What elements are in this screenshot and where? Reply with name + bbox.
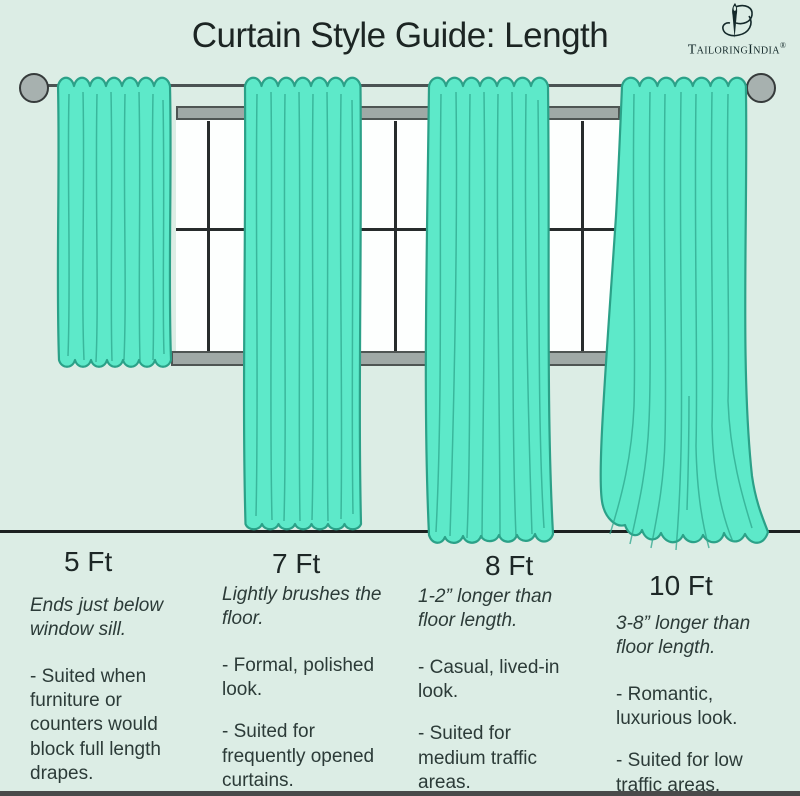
point-10ft-1: - Romantic, luxurious look. bbox=[616, 683, 738, 729]
curtain-10ft-illustration bbox=[594, 66, 770, 566]
curtain-7ft-illustration bbox=[240, 66, 368, 536]
length-label-8ft: 8 Ft bbox=[485, 550, 534, 581]
window-mullion-vertical bbox=[207, 121, 210, 351]
registered-mark: ® bbox=[779, 41, 787, 50]
column-8ft-notes bbox=[418, 585, 583, 796]
descriptor-5ft: Ends just below window sill. bbox=[30, 595, 164, 641]
rod-finial-left bbox=[19, 73, 49, 103]
column-7ft-notes bbox=[222, 583, 390, 796]
descriptor-8ft: 1-2” longer than floor length. bbox=[418, 586, 553, 632]
length-label-7ft: 7 Ft bbox=[272, 548, 321, 579]
page-title: Curtain Style Guide: Length bbox=[191, 16, 609, 55]
brand-name bbox=[678, 42, 796, 58]
point-8ft-1: - Casual, lived-in look. bbox=[418, 656, 560, 702]
column-5ft-notes bbox=[30, 594, 190, 796]
window-mullion-vertical bbox=[581, 121, 584, 351]
length-label-5ft: 5 Ft bbox=[64, 546, 113, 577]
point-8ft-2: - Suited for medium traffic areas. bbox=[418, 723, 537, 793]
point-7ft-1: - Formal, polished look. bbox=[222, 654, 375, 700]
length-label-10ft: 10 Ft bbox=[649, 570, 713, 601]
needle-thread-icon bbox=[716, 2, 758, 42]
point-5ft-1: - Suited when furniture or counters would block full length drapes. bbox=[30, 665, 161, 784]
brand-logo bbox=[678, 2, 796, 58]
curtain-5ft-illustration bbox=[53, 66, 179, 378]
brand-name-text: TailoringIndia bbox=[687, 42, 780, 58]
curtain-8ft-illustration bbox=[422, 66, 556, 554]
column-10ft-notes bbox=[616, 612, 792, 796]
descriptor-10ft: 3-8” longer than floor length. bbox=[616, 613, 751, 659]
point-10ft-2: - Suited for low traffic areas. bbox=[616, 750, 743, 796]
descriptor-7ft: Lightly brushes the floor. bbox=[222, 584, 382, 630]
window-mullion-vertical bbox=[394, 121, 397, 351]
curtain-panel-shape bbox=[244, 78, 361, 530]
curtain-panel-shape bbox=[426, 78, 553, 543]
point-7ft-2: - Suited for frequently opened curtains. bbox=[222, 721, 375, 791]
